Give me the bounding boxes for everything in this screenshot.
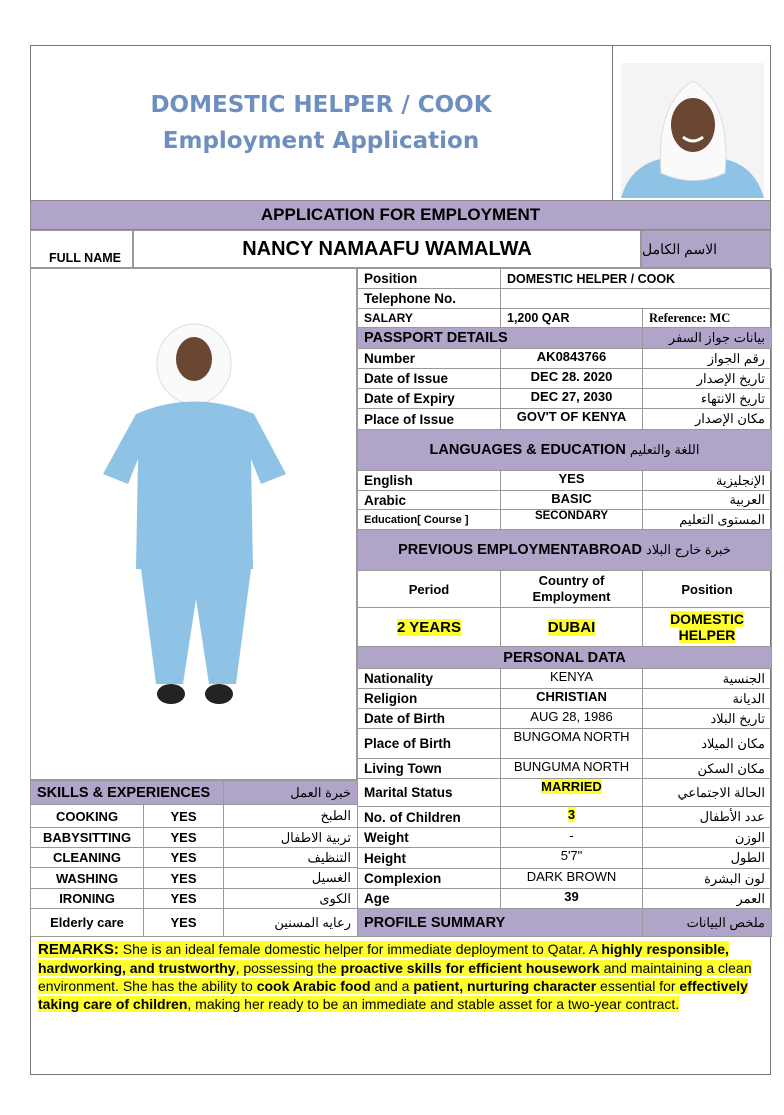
row-value: DEC 28. 2020 — [530, 369, 613, 384]
row-label-ar: رعايه المسنين — [224, 909, 358, 937]
row-label-ar: الإنجليزية — [643, 471, 772, 491]
telephone-value — [501, 289, 772, 309]
passport-row — [358, 349, 772, 369]
row-value: GOV'T OF KENYA — [516, 409, 627, 424]
col-country: Country of Employment — [501, 571, 643, 608]
previous-position-value: DOMESTIC HELPER — [670, 611, 744, 643]
row-label-ar: العمر — [643, 889, 772, 909]
personal-row — [358, 669, 772, 689]
telephone-row — [358, 289, 772, 309]
personal-row — [358, 729, 772, 759]
passport-title-ar: بيانات جواز السفر — [643, 328, 772, 349]
row-label: Date of Expiry — [358, 389, 501, 409]
languages-title-ar: اللغة والتعليم — [629, 442, 700, 457]
passport-row — [358, 389, 772, 409]
personal-row — [358, 889, 772, 909]
skills-title: SKILLS & EXPERIENCES — [31, 781, 224, 805]
row-value: SECONDARY — [534, 510, 609, 522]
row-label-ar: تاريخ البلاد — [643, 709, 772, 729]
previous-title: PREVIOUS EMPLOYMENTABROAD — [398, 542, 642, 558]
remarks-text: essential for — [596, 978, 680, 994]
row-label: CLEANING — [31, 848, 144, 868]
row-label: BABYSITTING — [31, 828, 144, 848]
remarks-text: patient, nurturing character — [413, 978, 597, 994]
personal-row — [358, 828, 772, 848]
row-label: Weight — [358, 828, 501, 848]
skills-title-ar: خبرة العمل — [224, 781, 358, 805]
row-label: Marital Status — [358, 779, 501, 807]
full-body-photo — [30, 268, 357, 780]
remarks-label: REMARKS: — [38, 941, 119, 958]
row-label: COOKING — [31, 805, 144, 828]
row-label: English — [358, 471, 501, 491]
row-value: MARRIED — [541, 779, 602, 794]
row-label: Age — [358, 889, 501, 909]
row-label-ar: مكان الميلاد — [643, 729, 772, 759]
languages-row — [358, 510, 772, 530]
row-label-ar: الغسيل — [224, 868, 358, 889]
remarks-text: effectively taking care of children — [38, 978, 748, 1012]
row-label: Elderly care — [31, 909, 144, 937]
salary-value: 1,200 QAR — [501, 309, 643, 328]
portrait-photo — [621, 63, 764, 198]
personal-title: PERSONAL DATA — [358, 647, 772, 669]
profile-summary-header — [358, 909, 772, 937]
row-value: YES — [170, 915, 197, 930]
skills-row — [31, 805, 358, 828]
passport-title: PASSPORT DETAILS — [358, 328, 643, 349]
personal-row — [358, 709, 772, 729]
position-value: DOMESTIC HELPER / COOK — [501, 269, 772, 289]
position-row — [358, 269, 772, 289]
remarks-text: proactive skills for efficient housework — [340, 960, 600, 976]
row-label: Place of Birth — [358, 729, 501, 759]
row-label: Religion — [358, 689, 501, 709]
row-label: WASHING — [31, 868, 144, 889]
row-label: Complexion — [358, 869, 501, 889]
skills-row — [31, 868, 358, 889]
row-value: 5'7" — [560, 848, 583, 863]
previous-employment-row — [358, 608, 772, 647]
row-value: KENYA — [549, 669, 594, 684]
reference-value: Reference: MC — [643, 309, 772, 328]
languages-header — [358, 430, 772, 471]
salary-label: SALARY — [358, 309, 501, 328]
remarks-text: and a — [370, 978, 414, 994]
row-value: DARK BROWN — [526, 869, 617, 884]
row-label-ar: الطول — [643, 848, 772, 869]
row-label: No. of Children — [358, 807, 501, 828]
col-position: Position — [643, 571, 772, 608]
skills-row — [31, 848, 358, 868]
languages-title: LANGUAGES & EDUCATION — [429, 442, 626, 458]
row-value: YES — [170, 830, 197, 845]
full-name-label-ar: الاسم الكامل — [641, 230, 771, 268]
remarks-text: and maintaining a clean environment. She has the ability to — [38, 960, 752, 994]
row-label-ar: مكان السكن — [643, 759, 772, 779]
row-value: BUNGOMA NORTH — [513, 729, 630, 744]
remarks-text: , making her ready to be an immediate and stable asset for a two-year contract. — [187, 996, 680, 1012]
row-label-ar: الطبخ — [224, 805, 358, 828]
row-value: AK0843766 — [536, 349, 607, 364]
row-label-ar: العربية — [643, 491, 772, 510]
personal-row — [358, 689, 772, 709]
passport-header — [358, 328, 772, 349]
title-line-1: DOMESTIC HELPER / COOK — [150, 91, 492, 118]
row-value: YES — [170, 850, 197, 865]
row-label-ar: المستوى التعليم — [643, 510, 772, 530]
skills-header — [31, 781, 358, 805]
personal-row — [358, 759, 772, 779]
row-label-ar: تاريخ الإصدار — [643, 369, 772, 389]
remarks-text: cook Arabic food — [256, 978, 371, 994]
details-table — [357, 268, 772, 937]
passport-row — [358, 369, 772, 389]
row-value: YES — [558, 471, 585, 486]
row-value: 3 — [567, 807, 576, 822]
telephone-label: Telephone No. — [358, 289, 501, 309]
row-label: IRONING — [31, 889, 144, 909]
salary-row — [358, 309, 772, 328]
full-name-value: NANCY NAMAAFU WAMALWA — [133, 230, 641, 268]
row-value: AUG 28, 1986 — [530, 709, 613, 724]
row-label-ar: تربية الاطفال — [224, 828, 358, 848]
row-label-ar: الجنسية — [643, 669, 772, 689]
position-label: Position — [358, 269, 501, 289]
row-label-ar: لون البشرة — [643, 869, 772, 889]
row-value: DEC 27, 2030 — [530, 389, 613, 404]
row-label: Number — [358, 349, 501, 369]
row-label: Arabic — [358, 491, 501, 510]
row-value: - — [569, 828, 574, 843]
personal-row — [358, 848, 772, 869]
row-label-ar: رقم الجواز — [643, 349, 772, 369]
row-label-ar: تاريخ الانتهاء — [643, 389, 772, 409]
previous-title-ar: خبرة خارج البلاد — [646, 542, 731, 557]
row-label: Place of Issue — [358, 409, 501, 430]
profile-title: PROFILE SUMMARY — [358, 909, 643, 937]
personal-data-header — [358, 647, 772, 669]
row-label: Nationality — [358, 669, 501, 689]
form-title — [30, 45, 613, 200]
previous-employment-header — [358, 530, 772, 571]
country-value: DUBAI — [547, 618, 596, 636]
row-value: BUNGUMA NORTH — [513, 759, 630, 774]
row-label-ar: عدد الأطفال — [643, 807, 772, 828]
row-label-ar: الديانة — [643, 689, 772, 709]
row-label-ar: الوزن — [643, 828, 772, 848]
full-name-label: FULL NAME — [30, 230, 133, 268]
personal-row — [358, 869, 772, 889]
row-label: Height — [358, 848, 501, 869]
row-value: YES — [170, 891, 197, 906]
col-period: Period — [358, 571, 501, 608]
row-label-ar: مكان الإصدار — [643, 409, 772, 430]
application-bar: APPLICATION FOR EMPLOYMENT — [30, 200, 771, 230]
personal-row — [358, 779, 772, 807]
remarks — [30, 936, 771, 1017]
previous-employment-columns — [358, 571, 772, 608]
skills-row — [31, 889, 358, 909]
passport-row — [358, 409, 772, 430]
row-value: 39 — [564, 889, 579, 904]
row-label-ar: الحالة الاجتماعي — [643, 779, 772, 807]
row-label: Living Town — [358, 759, 501, 779]
row-value: YES — [170, 808, 197, 824]
personal-row — [358, 807, 772, 828]
remarks-text: highly responsible, hardworking, and trustworthy — [38, 941, 729, 976]
row-label-ar: الكوى — [224, 889, 358, 909]
skills-row — [31, 909, 358, 937]
languages-row — [358, 471, 772, 491]
title-line-2: Employment Application — [162, 127, 480, 154]
remarks-text: , possessing the — [235, 960, 341, 976]
row-label-ar: التنظيف — [224, 848, 358, 868]
remarks-text: She is an ideal female domestic helper for immediate deployment to Qatar. A — [118, 941, 602, 957]
row-label: Date of Birth — [358, 709, 501, 729]
row-label: Date of Issue — [358, 369, 501, 389]
skills-table — [30, 780, 358, 937]
profile-title-ar: ملخص البيانات — [643, 909, 772, 937]
row-value: YES — [170, 870, 197, 886]
skills-row — [31, 828, 358, 848]
period-value: 2 YEARS — [397, 618, 461, 636]
row-value: CHRISTIAN — [536, 689, 607, 704]
languages-row — [358, 491, 772, 510]
row-label: Education[ Course ] — [358, 510, 501, 530]
row-value: BASIC — [551, 491, 592, 506]
